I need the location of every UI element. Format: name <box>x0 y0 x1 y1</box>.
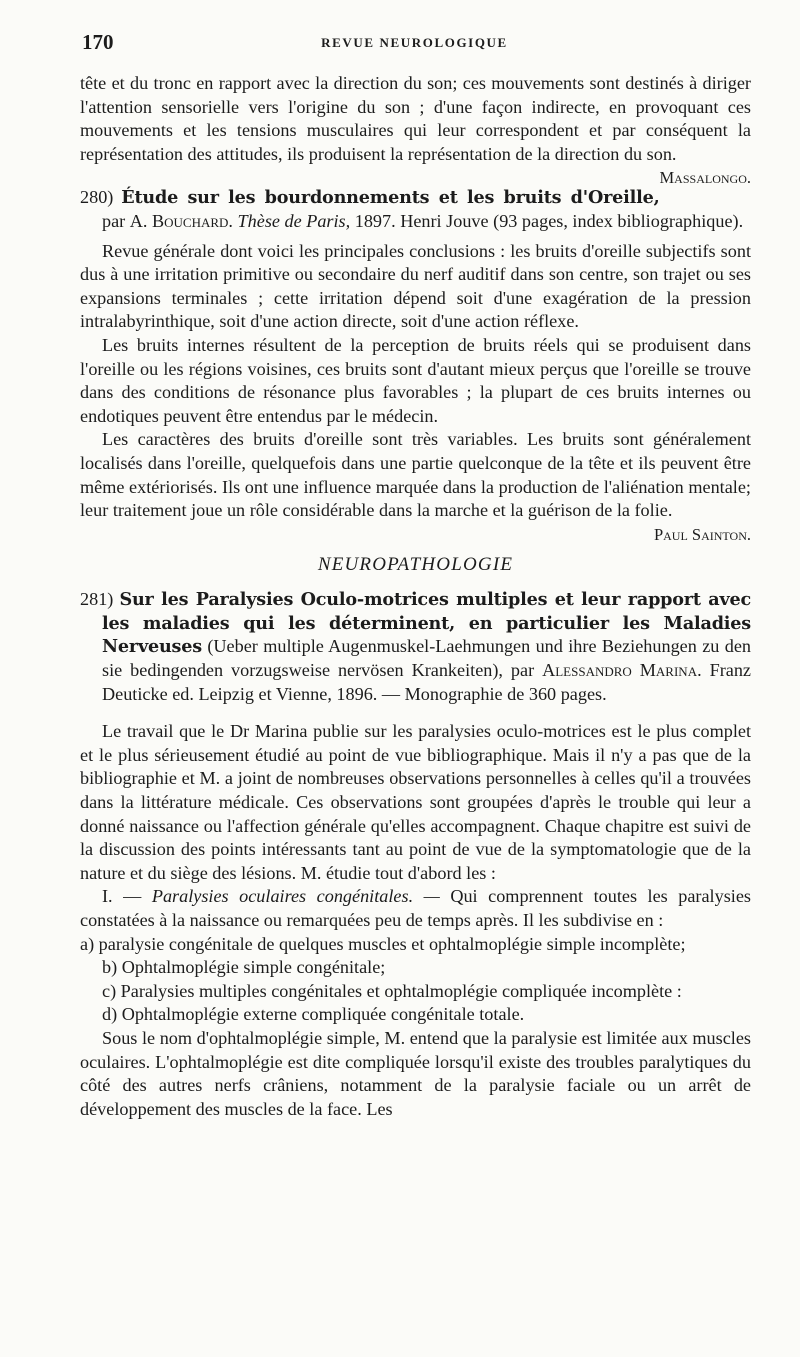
article-280-author: A. Bouchard. <box>129 210 233 231</box>
list-item-a: a) paralysie congénitale de quelques muscles et ophtalmoplégie simple incomplète; <box>80 933 686 954</box>
signature-massalongo: Massalongo. <box>659 168 751 188</box>
article-281-author: Alessandro Marina. <box>542 660 702 681</box>
article-280 <box>80 186 751 544</box>
article-280-number: 280) <box>80 187 114 208</box>
article-281-paragraph-1: Le travail que le Dr Marina publie sur les paralysies oculo-motrices est le plus complet et le plus sérieusement étudié au point de vue bibliographique. Mais il n'y a pas que de la bibliographie et M. a joint de nombreuses observations personnelles à celles qu'il a trouvées dans la littérature médicale. Ces observations sont groupées d'après le trouble qui leur a donné naissance ou l'affection générale qu'elles accompagnent. Chaque chapitre est suivi de la discussion des points intéressants tant au point de vue de la symptomatologie que de la nature et du siège des lésions. M. étudie tout d'abord les : <box>80 721 751 883</box>
article-281-item-intro: I. — Paralysies oculaires congénitales. — Qui comprennent toutes les paralysies constatées à la naissance ou remarquées peu de temps après. Il les subdivise en : <box>80 886 751 930</box>
page-body <box>80 72 751 1121</box>
list-item-b: b) Ophtalmoplégie simple congénitale; <box>102 957 386 978</box>
article-281-subtitle: (Ueber multiple Augenmuskel-Laehmungen und ihre Beziehungen zu den sie bedingenden vorzugsweise nervösen Krankeiten), par <box>102 636 751 681</box>
article-281-item-intro-title: Paralysies oculaires congénitales. — <box>151 886 440 907</box>
running-title: REVUE NEUROLOGIQUE <box>321 35 508 50</box>
article-280-paragraph-2: Les bruits internes résultent de la perception de bruits réels qui se produisent dans l'oreille ou les régions voisines, ces bruits sont d'autant mieux perçus que l'oreille se trouve dans des conditions de résonance plus favorables ; la plupart de ces bruits internes ou endotiques peuvent être entendus par le médecin. <box>80 334 751 426</box>
signature-sainton: Paul Sainton. <box>653 524 751 544</box>
article-281-paragraph-last: Sous le nom d'ophtalmoplégie simple, M. entend que la paralysie est limitée aux muscles oculaires. L'ophtalmoplégie est dite compliquée lorsqu'il existe des troubles paralytiques du côté des autres nerfs crâniens, notamment de la paralysie faciale ou un arrêt de développement des muscles de la face. Les <box>80 1027 751 1119</box>
section-heading: NEUROPATHOLOGIE <box>317 553 514 575</box>
article-281-title: Sur les Paralysies Oculo-motrices multiples et leur rapport avec les maladies qui les déterminent, en particulier les Maladies Nerveuses <box>102 589 752 658</box>
list-item-c: c) Paralysies multiples congénitales et ophtalmoplégie compliquée incomplète : <box>102 980 682 1001</box>
article-280-paragraph-1: Revue générale dont voici les principales conclusions : les bruits d'oreille subjectifs sont dus à une irritation primitive ou secondaire du nerf auditif dans son centre, son trajet ou ses expansions terminales ; cette irritation dépend soit d'une exagération de la pression intralabyrinthique, soit d'une action directe, soit d'une action réflexe. <box>80 240 751 332</box>
article-280-title: Étude sur les bourdonnements et les bruits d'Oreille, <box>121 187 660 209</box>
continuation-paragraph: tête et du tronc en rapport avec la direction du son; ces mouvements sont destinés à diriger l'attention sensorielle vers l'origine du son ; d'une façon indirecte, en provoquant ces mouvements et les tensions musculaires qui leur correspondent et par conséquent la représentation des attitudes, ils produisent la représentation de la direction du son. Massalongo. <box>80 72 751 166</box>
article-280-source: Thèse de Paris, <box>237 210 351 231</box>
list-item-d: d) Ophtalmoplégie externe compliquée congénitale totale. <box>102 1004 525 1025</box>
article-280-heading: 280) Étude sur les bourdonnements et les bruits d'Oreille, par A. Bouchard. Thèse de Paris, 1897. Henri Jouve (93 pages, index bibliographique). <box>80 187 744 231</box>
article-281-number: 281) <box>80 589 114 610</box>
page-header <box>82 30 747 60</box>
article-280-paragraph-3: Les caractères des bruits d'oreille sont très variables. Les bruits sont généralement localisés dans l'oreille, quelquefois dans une partie quelconque de la tête et ils peuvent être même extériorisés. Ils ont une influence marquée dans la production de l'aliénation mentale; leur traitement joue un rôle considérable dans la marche et la guérison de la folie. Paul Sainton. <box>80 428 751 522</box>
article-281 <box>80 588 751 1121</box>
article-281-publication: Franz Deuticke ed. Leipzig et Vienne, 1896. — Monographie de 360 pages. <box>102 660 751 704</box>
page-number: 170 <box>82 30 114 54</box>
article-281-heading <box>80 588 751 706</box>
